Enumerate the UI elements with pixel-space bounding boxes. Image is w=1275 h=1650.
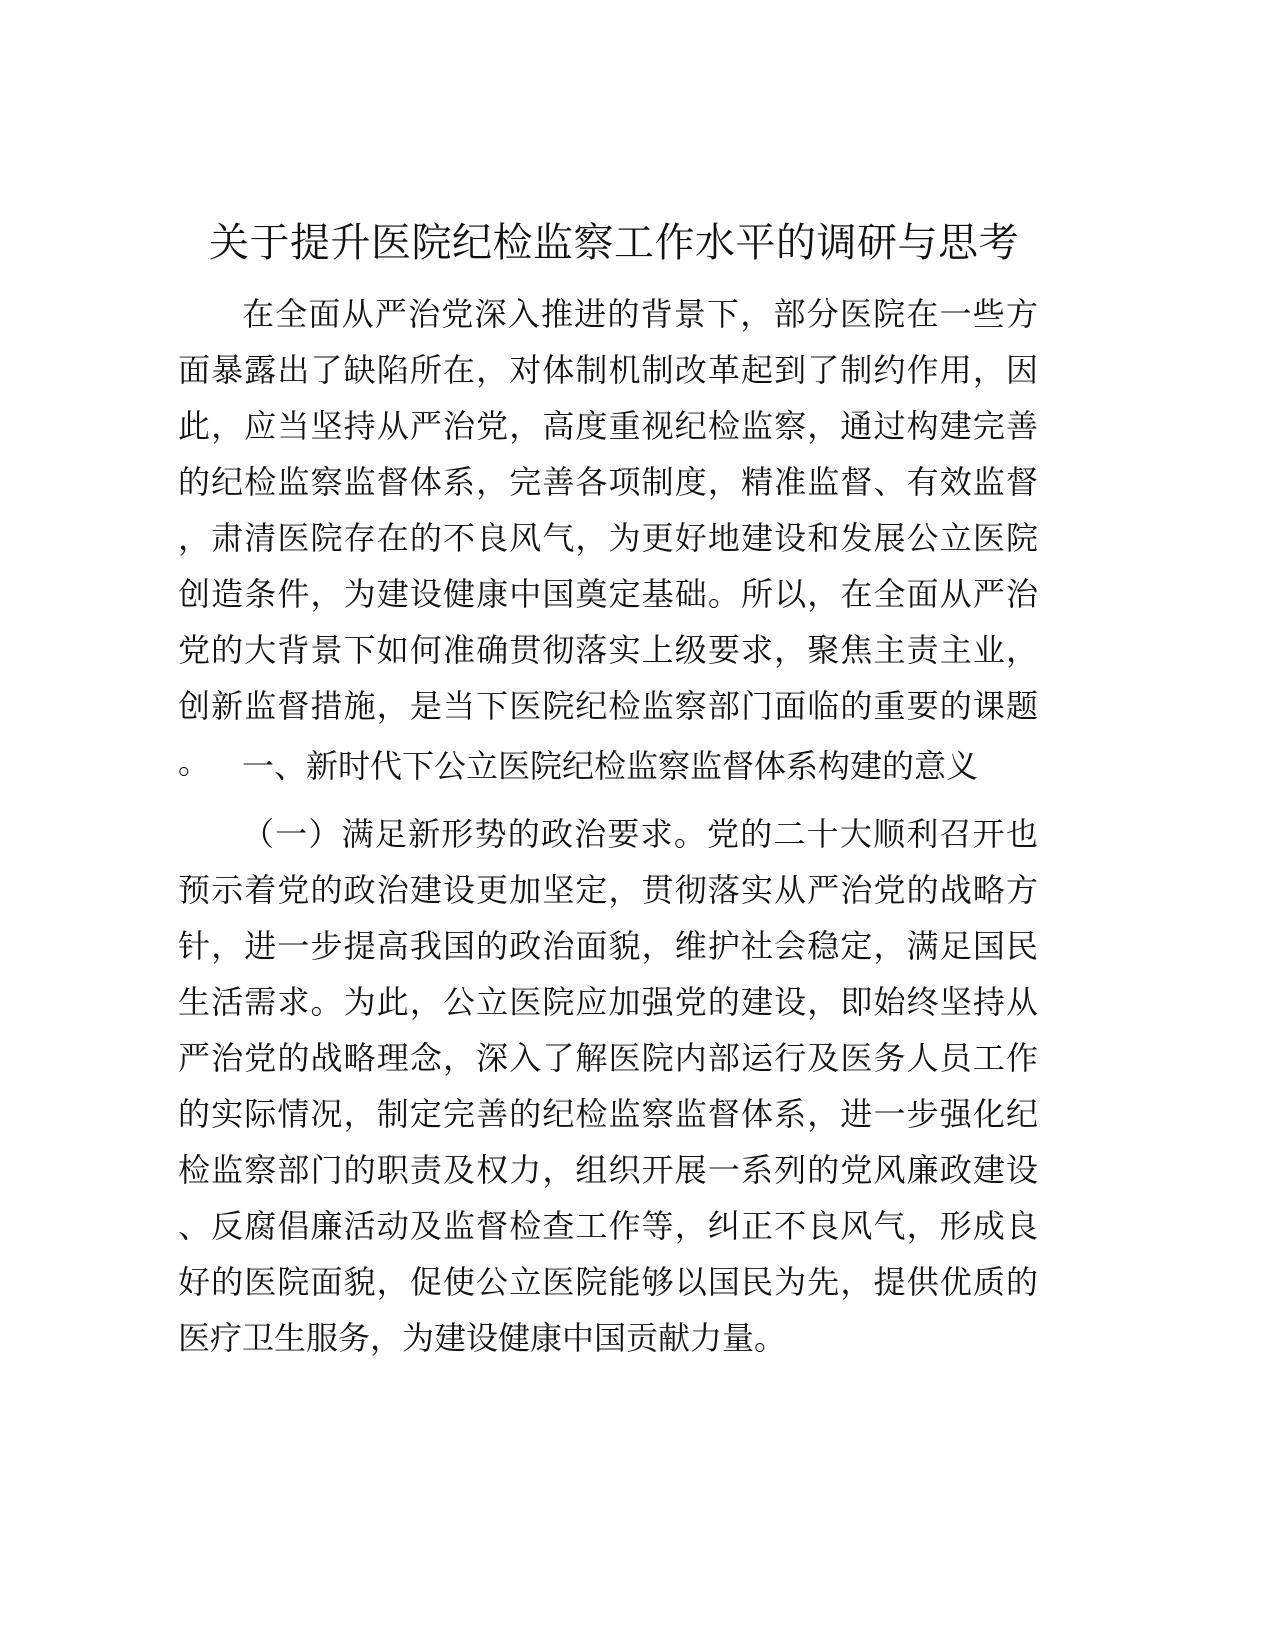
document-title: 关于提升医院纪检监察工作水平的调研与思考 xyxy=(209,220,1019,266)
section-heading-1: 一、新时代下公立医院纪检监察监督体系构建的意义 xyxy=(242,747,979,785)
body-paragraph-intro: 在全面从严治党深入推进的背景下，部分医院在一些方面暴露出了缺陷所在，对体制机制改革起到了制约作用，因此，应当坚持从严治党，高度重视纪检监察，通过构建完善的纪检监察监督体系，完善各项制度，精准监督、有效监督，肃清医院存在的不良风气，为更好地建设和发展公立医院创造条件，为建设健康中国奠定基础。所以，在全面从严治党的大背景下如何准确贯彻落实上级要求，聚焦主责主业，创新监督措施，是当下医院纪检监察部门面临的重要的课题。 xyxy=(178,295,1038,781)
body-paragraph-1-1: （一）满足新形势的政治要求。党的二十大顺利召开也预示着党的政治建设更加坚定，贯彻落实从严治党的战略方针，进一步提高我国的政治面貌，维护社会稳定，满足国民生活需求。为此，公立医院应加强党的建设，即始终坚持从严治党的战略理念，深入了解医院内部运行及医务人员工作的实际情况，制定完善的纪检监察监督体系，进一步强化纪检监察部门的职责及权力，组织开展一系列的党风廉政建设、反腐倡廉活动及监督检查工作等，纠正不良风气，形成良好的医院面貌，促使公立医院能够以国民为先，提供优质的医疗卫生服务，为建设健康中国贡献力量。 xyxy=(178,815,1038,1357)
